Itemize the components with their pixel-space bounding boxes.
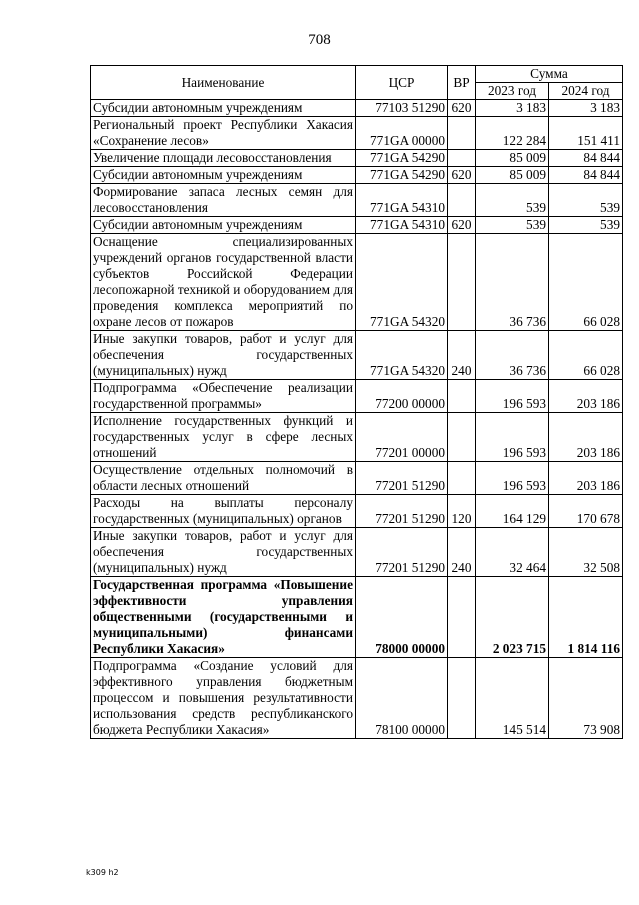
- table-header-row: [91, 66, 623, 83]
- cell-csr: 771GA 54290: [356, 167, 448, 184]
- cell-name: Исполнение государственных функций и государственных услуг в сфере лесных отношений: [91, 413, 356, 462]
- cell-2023: 196 593: [476, 380, 549, 413]
- table-row: [91, 380, 623, 413]
- table-row: [91, 100, 623, 117]
- cell-vr: [448, 117, 476, 150]
- cell-2023: 196 593: [476, 462, 549, 495]
- cell-csr: 78000 00000: [356, 577, 448, 658]
- cell-2024: 66 028: [549, 234, 623, 331]
- footer-code: k309 h2: [86, 868, 119, 877]
- cell-name: Расходы на выплаты персоналу государственных (муниципальных) органов: [91, 495, 356, 528]
- cell-vr: [448, 658, 476, 739]
- cell-2023: 196 593: [476, 413, 549, 462]
- cell-csr: 77201 51290: [356, 495, 448, 528]
- table-body: [91, 100, 623, 739]
- cell-name: Осуществление отдельных полномочий в области лесных отношений: [91, 462, 356, 495]
- cell-name: Региональный проект Республики Хакасия «Сохранение лесов»: [91, 117, 356, 150]
- cell-vr: [448, 462, 476, 495]
- cell-csr: 77201 00000: [356, 413, 448, 462]
- cell-name: Формирование запаса лесных семян для лесовосстановления: [91, 184, 356, 217]
- cell-name: Подпрограмма «Создание условий для эффективного управления бюджетным процессом и повышения результативности использования средств республиканского бюджета Республики Хакасия»: [91, 658, 356, 739]
- cell-vr: 620: [448, 217, 476, 234]
- table-row: [91, 184, 623, 217]
- cell-2024: 66 028: [549, 331, 623, 380]
- cell-vr: [448, 380, 476, 413]
- cell-name: Государственная программа «Повышение эффективности управления общественными (государственными и муниципальными) финансами Республики Хакасия»: [91, 577, 356, 658]
- cell-2023: 539: [476, 184, 549, 217]
- cell-2024: 84 844: [549, 167, 623, 184]
- table-row: [91, 167, 623, 184]
- cell-2024: 84 844: [549, 150, 623, 167]
- cell-name: Субсидии автономным учреждениям: [91, 167, 356, 184]
- cell-2024: 539: [549, 184, 623, 217]
- header-vr: ВР: [448, 66, 476, 100]
- cell-vr: 240: [448, 331, 476, 380]
- table-row: [91, 117, 623, 150]
- cell-csr: 77200 00000: [356, 380, 448, 413]
- cell-vr: 620: [448, 167, 476, 184]
- cell-2024: 32 508: [549, 528, 623, 577]
- cell-2023: 164 129: [476, 495, 549, 528]
- cell-csr: 77201 51290: [356, 462, 448, 495]
- cell-2024: 1 814 116: [549, 577, 623, 658]
- header-sum: Сумма: [476, 66, 623, 83]
- cell-name: Оснащение специализированных учреждений органов государственной власти субъектов Российской Федерации лесопожарной техникой и оборудованием для проведения комплекса мероприятий по охране лесов от пожаров: [91, 234, 356, 331]
- page-number: 708: [308, 32, 331, 48]
- cell-2023: 36 736: [476, 234, 549, 331]
- table-row: [91, 462, 623, 495]
- budget-table: [90, 65, 623, 739]
- cell-2023: 32 464: [476, 528, 549, 577]
- header-year-2024: 2024 год: [549, 83, 623, 100]
- cell-name: Увеличение площади лесовосстановления: [91, 150, 356, 167]
- header-csr: ЦСР: [356, 66, 448, 100]
- table-row: [91, 217, 623, 234]
- cell-vr: [448, 234, 476, 331]
- table-row: [91, 658, 623, 739]
- cell-csr: 771GA 54320: [356, 234, 448, 331]
- cell-2023: 36 736: [476, 331, 549, 380]
- cell-2023: 3 183: [476, 100, 549, 117]
- cell-name: Субсидии автономным учреждениям: [91, 217, 356, 234]
- header-year-2023: 2023 год: [476, 83, 549, 100]
- cell-name: Иные закупки товаров, работ и услуг для обеспечения государственных (муниципальных) нужд: [91, 331, 356, 380]
- cell-2024: 203 186: [549, 380, 623, 413]
- table-row: [91, 495, 623, 528]
- cell-2024: 170 678: [549, 495, 623, 528]
- cell-csr: 77201 51290: [356, 528, 448, 577]
- cell-vr: [448, 577, 476, 658]
- cell-2023: 122 284: [476, 117, 549, 150]
- cell-2023: 85 009: [476, 150, 549, 167]
- table-row: [91, 331, 623, 380]
- cell-csr: 77103 51290: [356, 100, 448, 117]
- cell-vr: [448, 150, 476, 167]
- cell-name: Подпрограмма «Обеспечение реализации государственной программы»: [91, 380, 356, 413]
- table-row: [91, 528, 623, 577]
- cell-2024: 203 186: [549, 462, 623, 495]
- cell-csr: 771GA 00000: [356, 117, 448, 150]
- cell-vr: 120: [448, 495, 476, 528]
- cell-csr: 771GA 54310: [356, 184, 448, 217]
- cell-2024: 151 411: [549, 117, 623, 150]
- cell-2024: 539: [549, 217, 623, 234]
- cell-name: Иные закупки товаров, работ и услуг для обеспечения государственных (муниципальных) нужд: [91, 528, 356, 577]
- cell-vr: [448, 184, 476, 217]
- cell-csr: 771GA 54310: [356, 217, 448, 234]
- cell-vr: 240: [448, 528, 476, 577]
- cell-2024: 203 186: [549, 413, 623, 462]
- table-row: [91, 150, 623, 167]
- cell-csr: 78100 00000: [356, 658, 448, 739]
- cell-2023: 145 514: [476, 658, 549, 739]
- table-row: [91, 577, 623, 658]
- cell-2024: 3 183: [549, 100, 623, 117]
- cell-2023: 2 023 715: [476, 577, 549, 658]
- cell-name: Субсидии автономным учреждениям: [91, 100, 356, 117]
- cell-vr: 620: [448, 100, 476, 117]
- header-name: Наименование: [91, 66, 356, 100]
- cell-csr: 771GA 54290: [356, 150, 448, 167]
- cell-2023: 85 009: [476, 167, 549, 184]
- table-row: [91, 234, 623, 331]
- cell-vr: [448, 413, 476, 462]
- cell-2024: 73 908: [549, 658, 623, 739]
- cell-csr: 771GA 54320: [356, 331, 448, 380]
- cell-2023: 539: [476, 217, 549, 234]
- table-row: [91, 413, 623, 462]
